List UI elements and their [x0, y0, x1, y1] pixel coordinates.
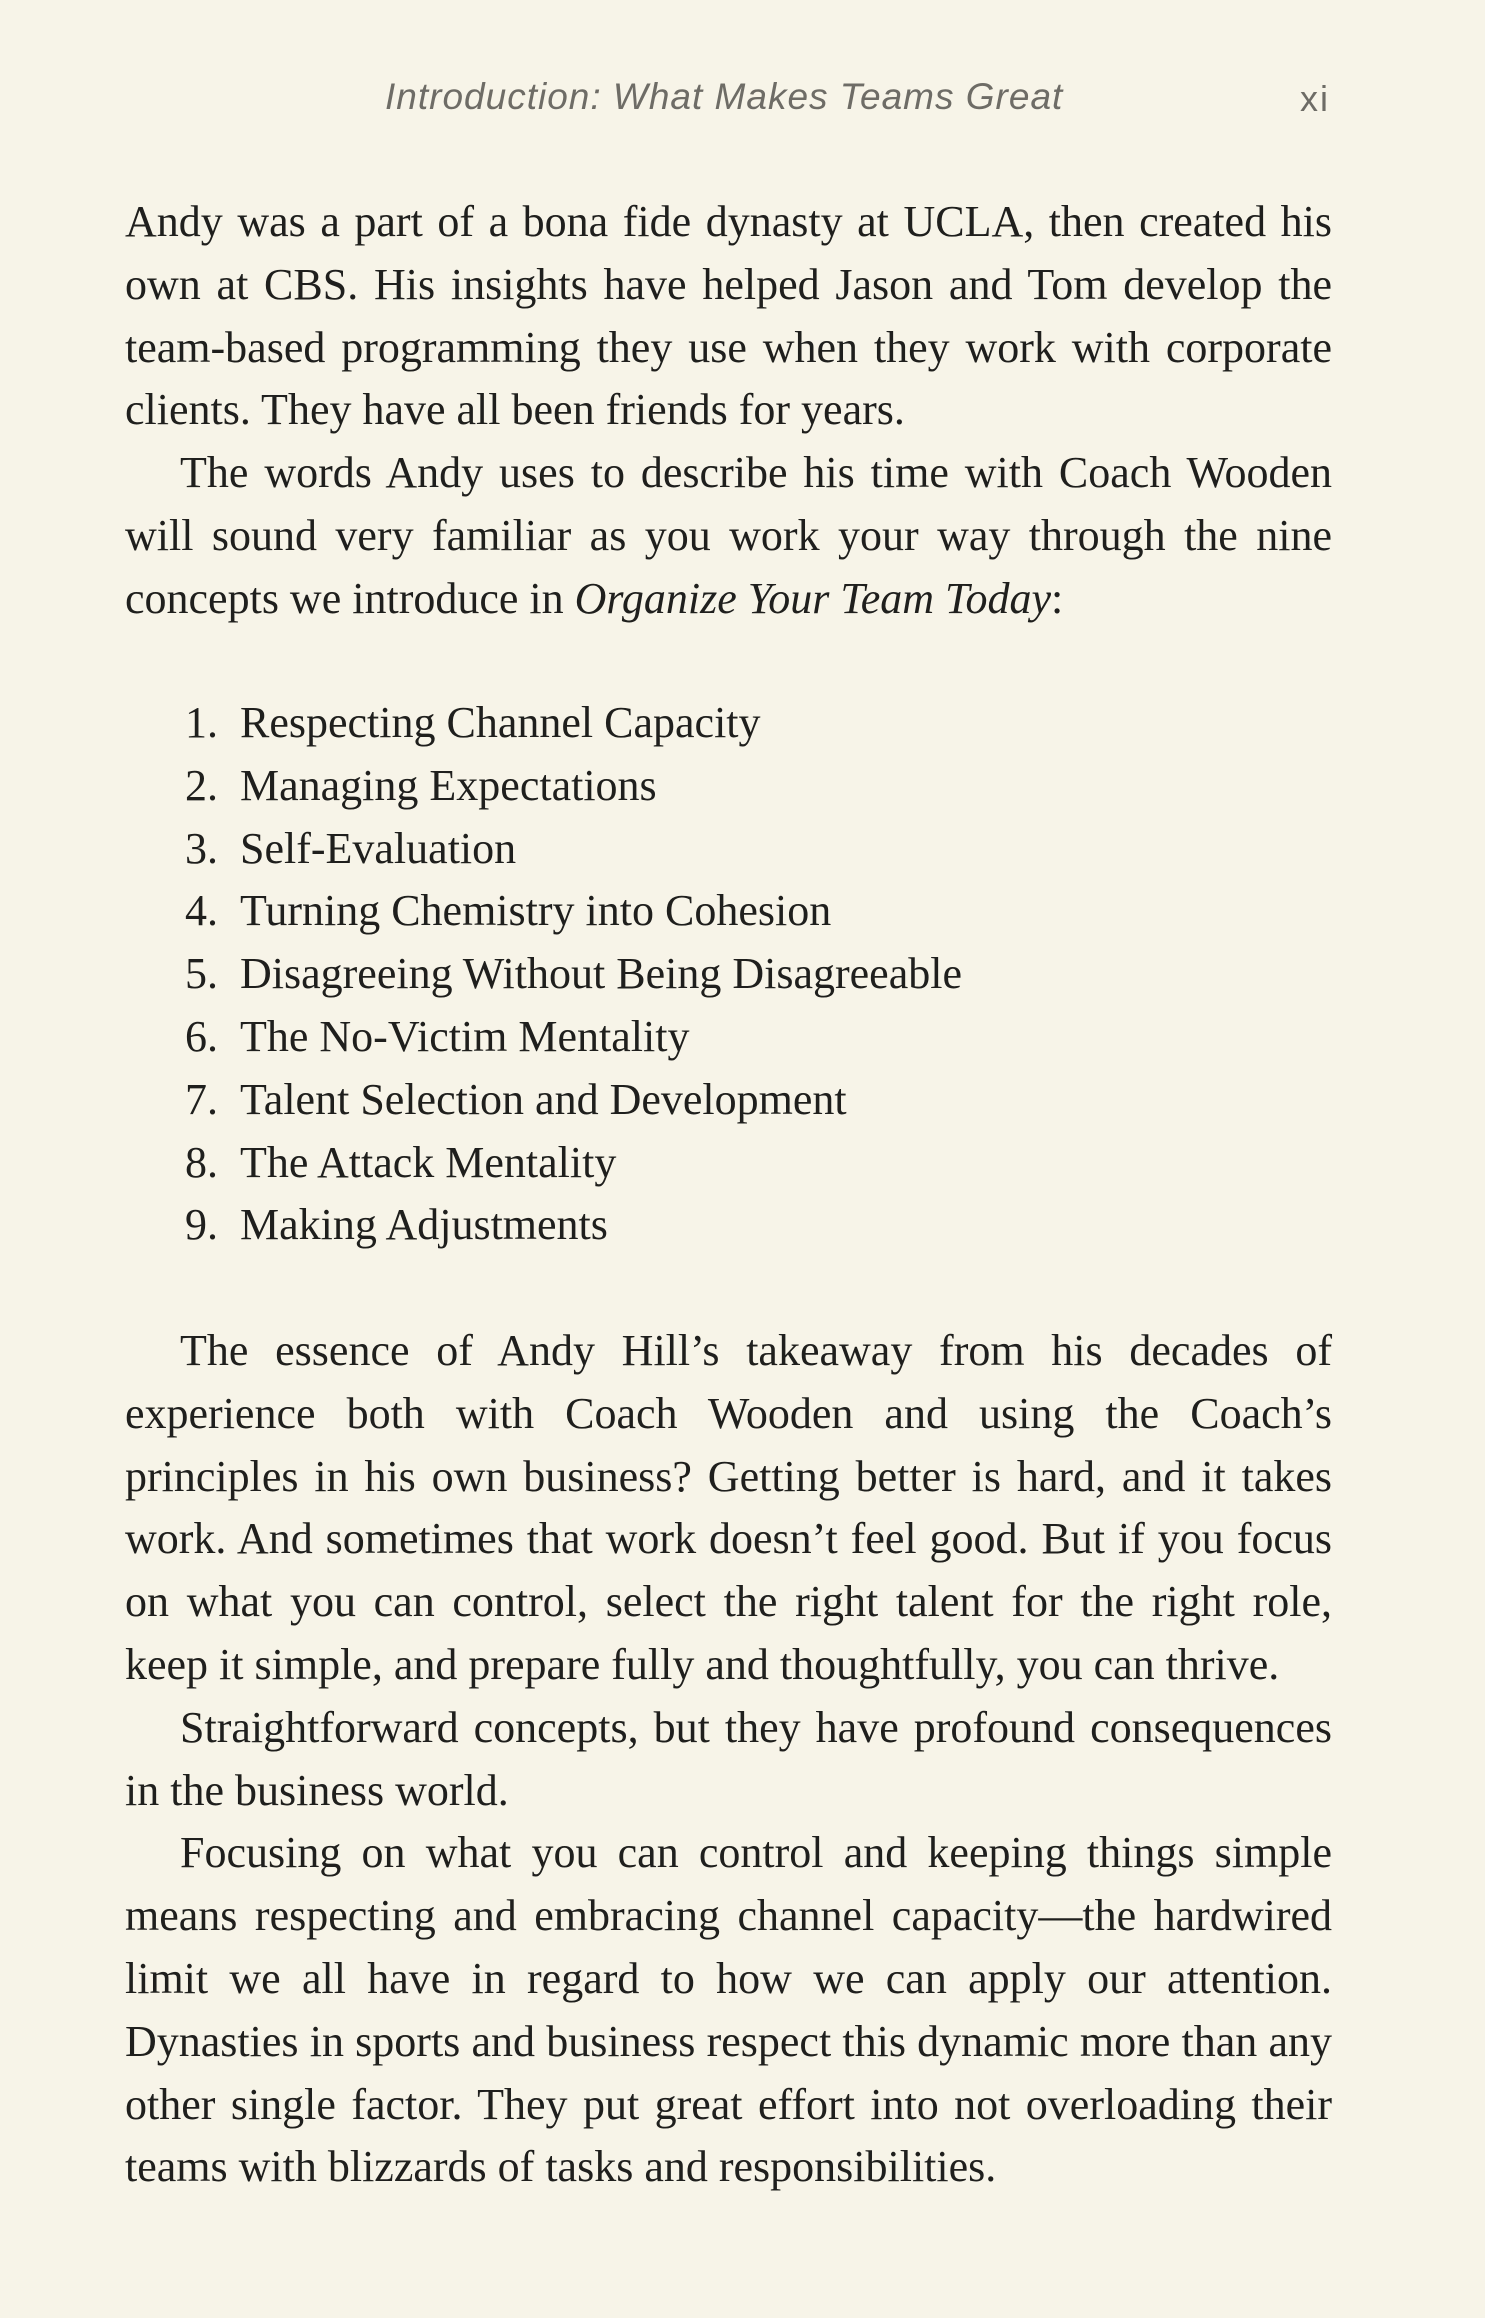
paragraph-channel-capacity: Focusing on what you can control and keeping things simple means respecting and embracing channel capacity—the hardwired limit we all have in regard to how we can apply our attention. Dynasties in sports and business respect this dynamic more than any other single factor. They put great effort into not overloading their teams with blizzards of tasks and responsibilities. [125, 1828, 1332, 2192]
list-label: Managing Expectations [240, 760, 657, 810]
list-item [185, 880, 1185, 943]
list-item [185, 818, 1185, 881]
list-number: 7. [185, 1074, 218, 1124]
paragraph-concepts-intro [125, 442, 1332, 630]
list-item [185, 1194, 1185, 1257]
running-head [0, 76, 1485, 126]
list-item [185, 1132, 1185, 1195]
list-number: 2. [185, 760, 218, 810]
concepts-intro-text: The words Andy uses to describe his time with Coach Wooden will sound very familiar as you work your way through the nine concepts we introduce in [125, 448, 1332, 623]
running-title: Introduction: What Makes Teams Great [385, 76, 1064, 117]
list-number: 4. [185, 886, 218, 936]
list-item [185, 692, 1185, 755]
closing-text [125, 1320, 1332, 2199]
opening-text [125, 191, 1332, 631]
list-item [185, 755, 1185, 818]
list-item [185, 1069, 1185, 1132]
list-label: Turning Chemistry into Cohesion [240, 886, 832, 936]
list-number: 6. [185, 1011, 218, 1061]
list-label: Making Adjustments [240, 1200, 608, 1250]
page-number: xi [1300, 78, 1330, 119]
list-item [185, 1006, 1185, 1069]
paragraph-straightforward: Straightforward concepts, but they have profound consequences in the business world. [125, 1702, 1332, 1815]
list-number: 5. [185, 949, 218, 999]
list-label: Talent Selection and Development [240, 1074, 847, 1124]
paragraph-essence: The essence of Andy Hill’s takeaway from his decades of experience both with Coach Wooden and using the Coach’s principles in his own business? Getting better is hard, and it takes work. And sometimes that work doesn’t feel good. But if you focus on what you can control, select the right talent for the right role, keep it simple, and prepare fully and thoughtfully, you can thrive. [125, 1326, 1332, 1689]
book-title: Organize Your Team Today [574, 573, 1052, 623]
list-label: The No-Victim Mentality [240, 1011, 690, 1061]
concept-list [185, 692, 1185, 1257]
list-label: Self-Evaluation [240, 823, 517, 873]
list-item [185, 943, 1185, 1006]
list-number: 8. [185, 1137, 218, 1187]
intro-colon: : [1051, 573, 1064, 623]
list-number: 9. [185, 1200, 218, 1250]
paragraph-andy-dynasty: Andy was a part of a bona fide dynasty at UCLA, then created his own at CBS. His insights have helped Jason and Tom develop the team-based programming they use when they work with corporate clients. They have all been friends for years. [125, 197, 1332, 435]
list-number: 3. [185, 823, 218, 873]
list-label: The Attack Mentality [240, 1137, 617, 1187]
list-label: Disagreeing Without Being Disagreeable [240, 949, 962, 999]
list-label: Respecting Channel Capacity [240, 698, 761, 747]
list-number: 1. [185, 698, 218, 747]
